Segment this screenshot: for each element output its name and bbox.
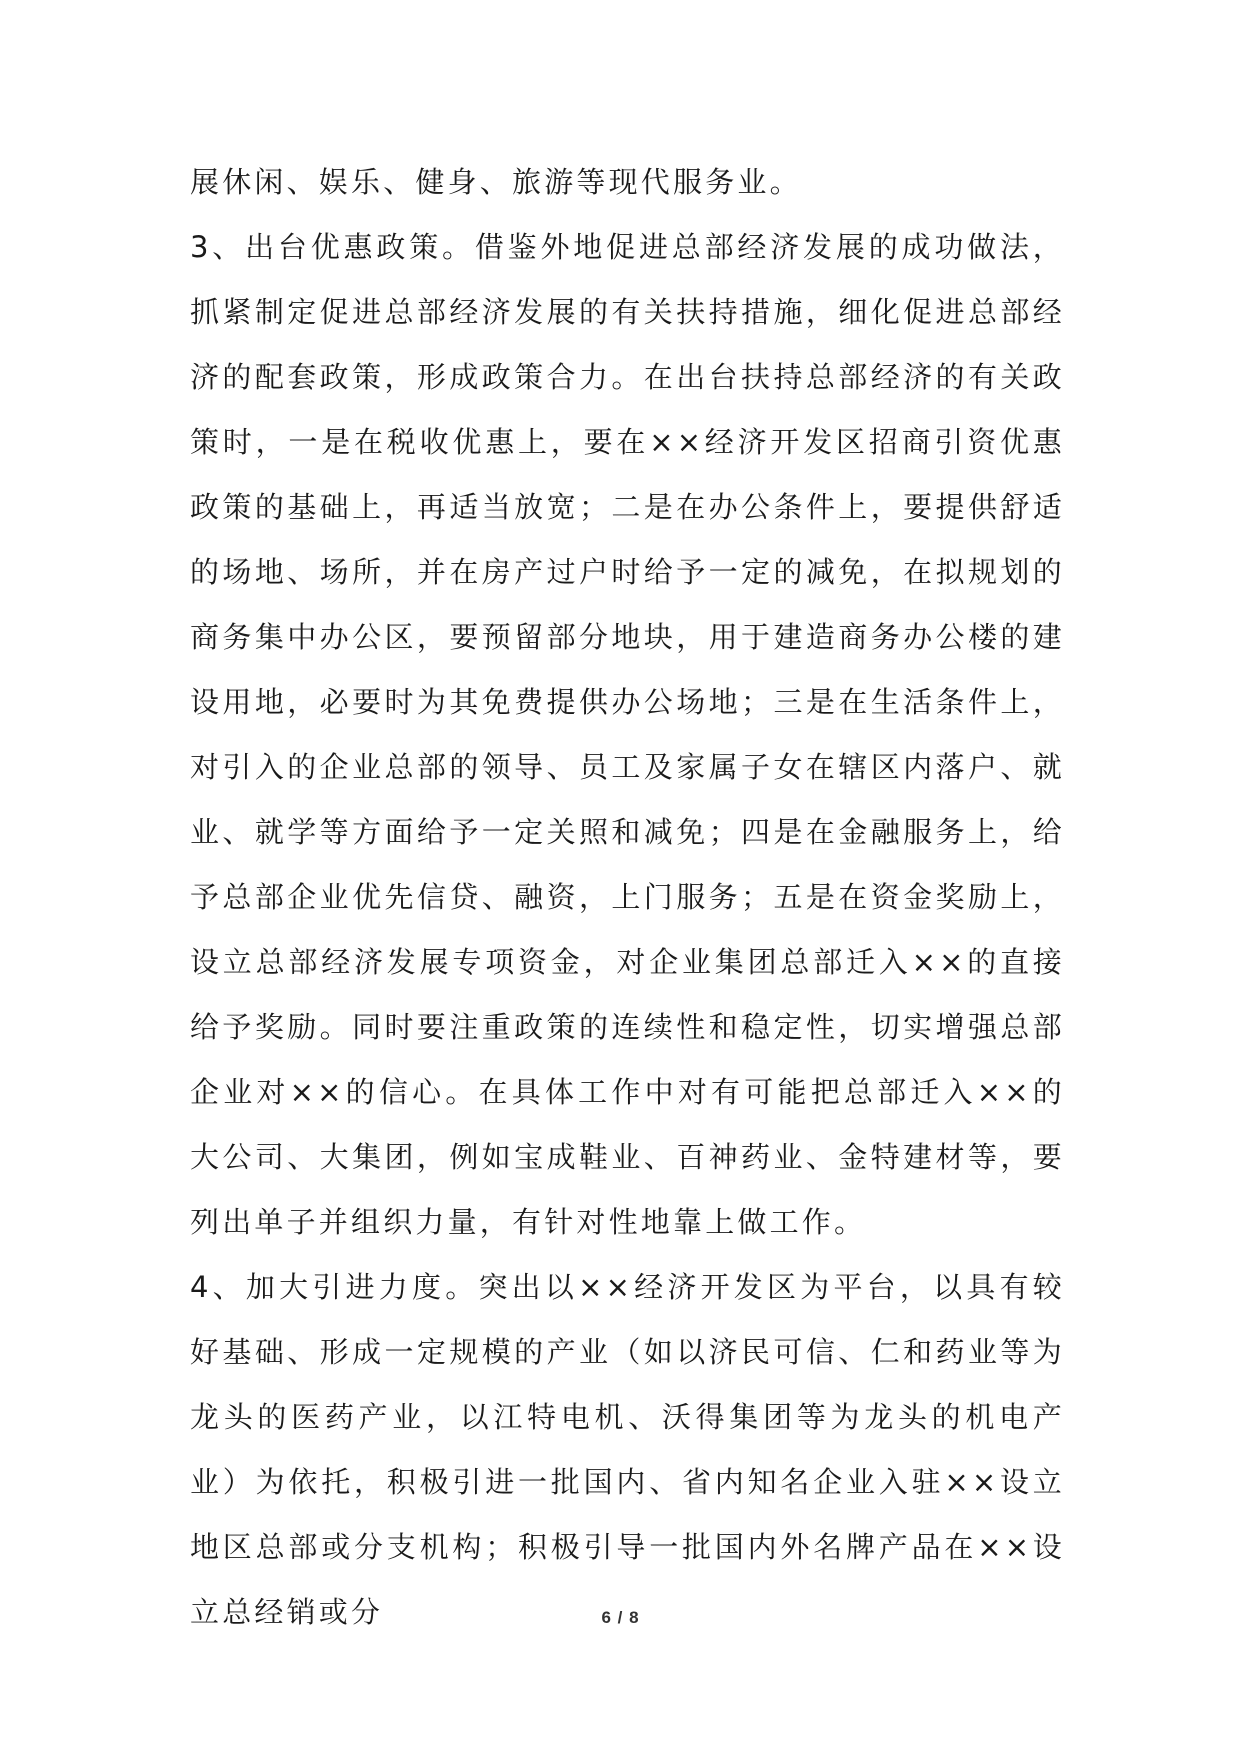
paragraph-continuation: 展休闲、娱乐、健身、旅游等现代服务业。 bbox=[190, 165, 802, 199]
paragraph-introduction: 4、加大引进力度。突出以××经济开发区为平台，以具有较好基础、形成一定规模的产业（如以济民可信、仁和药业等为龙头的医药产业，以江特电机、沃得集团等为龙头的机电产业）为依托，积极引进一批国内、省内知名企业入驻××设立地区总部或分支机构；积极引导一批国内外名牌产品在××设立总经销或分 bbox=[190, 1270, 1065, 1629]
document-body bbox=[190, 150, 1065, 1645]
paragraph-policy: 3、出台优惠政策。借鉴外地促进总部经济发展的成功做法，抓紧制定促进总部经济发展的有关扶持措施，细化促进总部经济的配套政策，形成政策合力。在出台扶持总部经济的有关政策时，一是在税收优惠上，要在××经济开发区招商引资优惠政策的基础上，再适当放宽；二是在办公条件上，要提供舒适的场地、场所，并在房产过户时给予一定的减免，在拟规划的商务集中办公区，要预留部分地块，用于建造商务办公楼的建设用地，必要时为其免费提供办公场地；三是在生活条件上，对引入的企业总部的领导、员工及家属子女在辖区内落户、就业、就学等方面给予一定关照和减免；四是在金融服务上，给予总部企业优先信贷、融资，上门服务；五是在资金奖励上，设立总部经济发展专项资金，对企业集团总部迁入××的直接给予奖励。同时要注重政策的连续性和稳定性，切实增强总部企业对××的信心。在具体工作中对有可能把总部迁入××的大公司、大集团，例如宝成鞋业、百神药业、金特建材等，要列出单子并组织力量，有针对性地靠上做工作。 bbox=[190, 230, 1065, 1239]
page-number: 6 / 8 bbox=[601, 1608, 640, 1627]
